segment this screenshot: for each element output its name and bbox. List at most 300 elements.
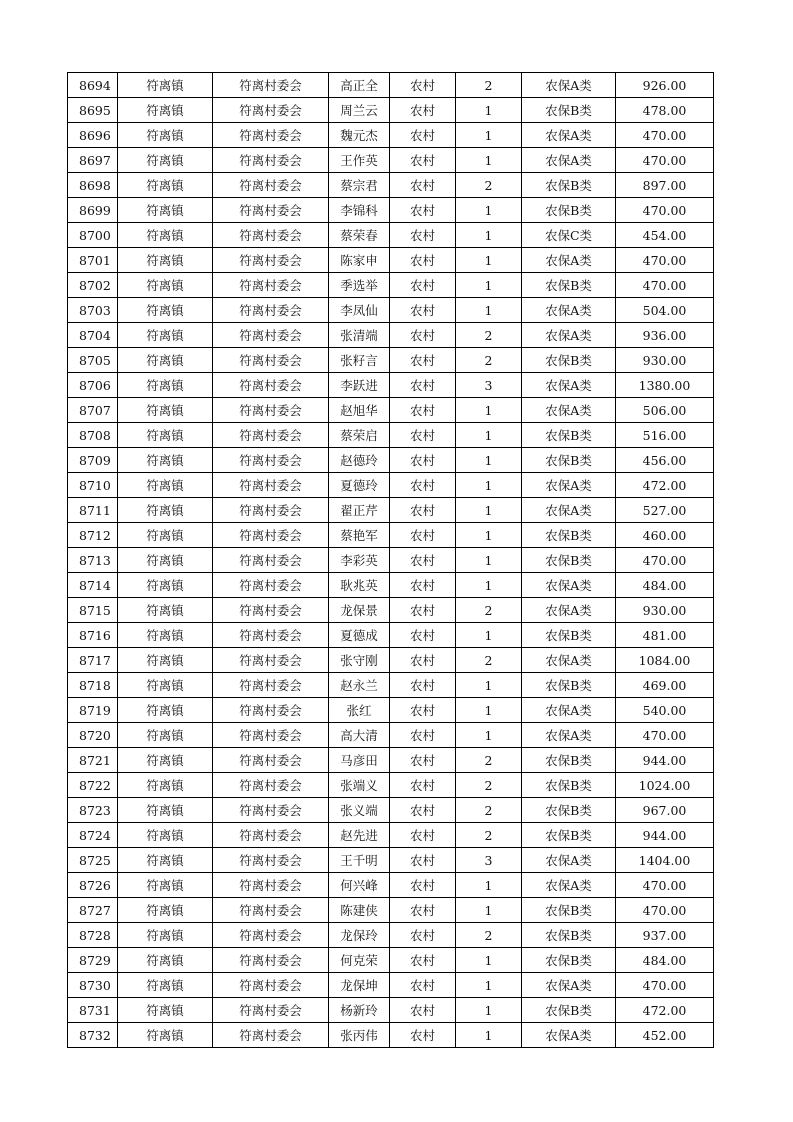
table-row (68, 648, 714, 673)
table-row (68, 748, 714, 773)
person-name-cell: 张清端 (329, 323, 390, 348)
row-id-cell: 8702 (68, 273, 118, 298)
household-count-cell: 2 (456, 73, 522, 98)
row-id-cell: 8708 (68, 423, 118, 448)
village-committee-cell: 符离村委会 (213, 348, 329, 373)
town-cell: 符离镇 (118, 473, 213, 498)
area-type-cell: 农村 (390, 173, 456, 198)
table-row (68, 998, 714, 1023)
area-type-cell: 农村 (390, 373, 456, 398)
row-id-cell: 8694 (68, 73, 118, 98)
amount-cell: 456.00 (616, 448, 714, 473)
town-cell: 符离镇 (118, 373, 213, 398)
table-row (68, 198, 714, 223)
row-id-cell: 8713 (68, 548, 118, 573)
area-type-cell: 农村 (390, 198, 456, 223)
amount-cell: 478.00 (616, 98, 714, 123)
table-row (68, 698, 714, 723)
insurance-category-cell: 农保A类 (522, 1023, 616, 1048)
insurance-category-cell: 农保A类 (522, 873, 616, 898)
village-committee-cell: 符离村委会 (213, 923, 329, 948)
area-type-cell: 农村 (390, 798, 456, 823)
row-id-cell: 8732 (68, 1023, 118, 1048)
town-cell: 符离镇 (118, 173, 213, 198)
area-type-cell: 农村 (390, 923, 456, 948)
amount-cell: 484.00 (616, 948, 714, 973)
person-name-cell: 张红 (329, 698, 390, 723)
household-count-cell: 1 (456, 723, 522, 748)
data-table (67, 72, 714, 1048)
table-row (68, 498, 714, 523)
insurance-category-cell: 农保A类 (522, 248, 616, 273)
row-id-cell: 8727 (68, 898, 118, 923)
area-type-cell: 农村 (390, 873, 456, 898)
table-row (68, 373, 714, 398)
person-name-cell: 陈家申 (329, 248, 390, 273)
insurance-category-cell: 农保B类 (522, 673, 616, 698)
village-committee-cell: 符离村委会 (213, 823, 329, 848)
insurance-category-cell: 农保A类 (522, 498, 616, 523)
amount-cell: 926.00 (616, 73, 714, 98)
village-committee-cell: 符离村委会 (213, 723, 329, 748)
person-name-cell: 蔡艳军 (329, 523, 390, 548)
amount-cell: 1084.00 (616, 648, 714, 673)
village-committee-cell: 符离村委会 (213, 523, 329, 548)
insurance-category-cell: 农保B类 (522, 523, 616, 548)
row-id-cell: 8717 (68, 648, 118, 673)
town-cell: 符离镇 (118, 398, 213, 423)
household-count-cell: 1 (456, 498, 522, 523)
village-committee-cell: 符离村委会 (213, 323, 329, 348)
town-cell: 符离镇 (118, 723, 213, 748)
person-name-cell: 王作英 (329, 148, 390, 173)
insurance-category-cell: 农保B类 (522, 823, 616, 848)
insurance-category-cell: 农保B类 (522, 923, 616, 948)
insurance-category-cell: 农保B类 (522, 173, 616, 198)
person-name-cell: 耿兆英 (329, 573, 390, 598)
town-cell: 符离镇 (118, 698, 213, 723)
household-count-cell: 1 (456, 548, 522, 573)
insurance-category-cell: 农保C类 (522, 223, 616, 248)
village-committee-cell: 符离村委会 (213, 223, 329, 248)
household-count-cell: 1 (456, 298, 522, 323)
amount-cell: 470.00 (616, 898, 714, 923)
village-committee-cell: 符离村委会 (213, 773, 329, 798)
row-id-cell: 8718 (68, 673, 118, 698)
household-count-cell: 3 (456, 848, 522, 873)
table-row (68, 1023, 714, 1048)
insurance-category-cell: 农保B类 (522, 198, 616, 223)
amount-cell: 454.00 (616, 223, 714, 248)
table-row (68, 773, 714, 798)
amount-cell: 504.00 (616, 298, 714, 323)
village-committee-cell: 符离村委会 (213, 973, 329, 998)
row-id-cell: 8705 (68, 348, 118, 373)
row-id-cell: 8700 (68, 223, 118, 248)
table-row (68, 598, 714, 623)
village-committee-cell: 符离村委会 (213, 148, 329, 173)
household-count-cell: 1 (456, 223, 522, 248)
row-id-cell: 8731 (68, 998, 118, 1023)
household-count-cell: 2 (456, 323, 522, 348)
household-count-cell: 1 (456, 573, 522, 598)
person-name-cell: 李跃进 (329, 373, 390, 398)
amount-cell: 484.00 (616, 573, 714, 598)
insurance-category-cell: 农保A类 (522, 398, 616, 423)
area-type-cell: 农村 (390, 298, 456, 323)
area-type-cell: 农村 (390, 248, 456, 273)
amount-cell: 1024.00 (616, 773, 714, 798)
village-committee-cell: 符离村委会 (213, 673, 329, 698)
insurance-category-cell: 农保A类 (522, 973, 616, 998)
table-row (68, 873, 714, 898)
area-type-cell: 农村 (390, 498, 456, 523)
town-cell: 符离镇 (118, 648, 213, 673)
insurance-category-cell: 农保A类 (522, 148, 616, 173)
amount-cell: 506.00 (616, 398, 714, 423)
row-id-cell: 8729 (68, 948, 118, 973)
amount-cell: 481.00 (616, 623, 714, 648)
person-name-cell: 蔡宗君 (329, 173, 390, 198)
table-row (68, 848, 714, 873)
amount-cell: 470.00 (616, 273, 714, 298)
amount-cell: 540.00 (616, 698, 714, 723)
row-id-cell: 8720 (68, 723, 118, 748)
person-name-cell: 张守刚 (329, 648, 390, 673)
row-id-cell: 8712 (68, 523, 118, 548)
area-type-cell: 农村 (390, 1023, 456, 1048)
town-cell: 符离镇 (118, 98, 213, 123)
insurance-category-cell: 农保A类 (522, 648, 616, 673)
town-cell: 符离镇 (118, 673, 213, 698)
town-cell: 符离镇 (118, 148, 213, 173)
row-id-cell: 8703 (68, 298, 118, 323)
table-row (68, 548, 714, 573)
table-row (68, 98, 714, 123)
person-name-cell: 蔡荣春 (329, 223, 390, 248)
table-row (68, 223, 714, 248)
person-name-cell: 龙保坤 (329, 973, 390, 998)
household-count-cell: 1 (456, 248, 522, 273)
household-count-cell: 1 (456, 273, 522, 298)
table-row (68, 323, 714, 348)
person-name-cell: 何兴峰 (329, 873, 390, 898)
row-id-cell: 8723 (68, 798, 118, 823)
insurance-category-cell: 农保A类 (522, 723, 616, 748)
area-type-cell: 农村 (390, 973, 456, 998)
amount-cell: 452.00 (616, 1023, 714, 1048)
area-type-cell: 农村 (390, 948, 456, 973)
area-type-cell: 农村 (390, 98, 456, 123)
household-count-cell: 1 (456, 998, 522, 1023)
area-type-cell: 农村 (390, 748, 456, 773)
area-type-cell: 农村 (390, 148, 456, 173)
town-cell: 符离镇 (118, 248, 213, 273)
table-body (68, 73, 714, 1048)
town-cell: 符离镇 (118, 848, 213, 873)
town-cell: 符离镇 (118, 623, 213, 648)
household-count-cell: 2 (456, 648, 522, 673)
village-committee-cell: 符离村委会 (213, 573, 329, 598)
household-count-cell: 1 (456, 948, 522, 973)
area-type-cell: 农村 (390, 848, 456, 873)
area-type-cell: 农村 (390, 773, 456, 798)
row-id-cell: 8707 (68, 398, 118, 423)
area-type-cell: 农村 (390, 223, 456, 248)
area-type-cell: 农村 (390, 423, 456, 448)
amount-cell: 936.00 (616, 323, 714, 348)
amount-cell: 470.00 (616, 873, 714, 898)
area-type-cell: 农村 (390, 623, 456, 648)
village-committee-cell: 符离村委会 (213, 748, 329, 773)
household-count-cell: 1 (456, 123, 522, 148)
village-committee-cell: 符离村委会 (213, 898, 329, 923)
person-name-cell: 李凤仙 (329, 298, 390, 323)
table-row (68, 623, 714, 648)
village-committee-cell: 符离村委会 (213, 873, 329, 898)
row-id-cell: 8724 (68, 823, 118, 848)
row-id-cell: 8715 (68, 598, 118, 623)
household-count-cell: 3 (456, 373, 522, 398)
row-id-cell: 8706 (68, 373, 118, 398)
village-committee-cell: 符离村委会 (213, 273, 329, 298)
area-type-cell: 农村 (390, 123, 456, 148)
insurance-category-cell: 农保B类 (522, 998, 616, 1023)
row-id-cell: 8709 (68, 448, 118, 473)
household-count-cell: 1 (456, 973, 522, 998)
area-type-cell: 农村 (390, 323, 456, 348)
town-cell: 符离镇 (118, 548, 213, 573)
town-cell: 符离镇 (118, 823, 213, 848)
row-id-cell: 8701 (68, 248, 118, 273)
area-type-cell: 农村 (390, 648, 456, 673)
household-count-cell: 1 (456, 398, 522, 423)
village-committee-cell: 符离村委会 (213, 998, 329, 1023)
household-count-cell: 1 (456, 623, 522, 648)
person-name-cell: 季选举 (329, 273, 390, 298)
town-cell: 符离镇 (118, 348, 213, 373)
village-committee-cell: 符离村委会 (213, 623, 329, 648)
insurance-category-cell: 农保B类 (522, 448, 616, 473)
amount-cell: 930.00 (616, 348, 714, 373)
table-row (68, 723, 714, 748)
person-name-cell: 王千明 (329, 848, 390, 873)
village-committee-cell: 符离村委会 (213, 473, 329, 498)
amount-cell: 470.00 (616, 248, 714, 273)
person-name-cell: 赵德玲 (329, 448, 390, 473)
village-committee-cell: 符离村委会 (213, 398, 329, 423)
household-count-cell: 1 (456, 473, 522, 498)
row-id-cell: 8698 (68, 173, 118, 198)
town-cell: 符离镇 (118, 998, 213, 1023)
person-name-cell: 张丙伟 (329, 1023, 390, 1048)
table-row (68, 973, 714, 998)
amount-cell: 472.00 (616, 473, 714, 498)
person-name-cell: 张端义 (329, 773, 390, 798)
area-type-cell: 农村 (390, 348, 456, 373)
person-name-cell: 赵旭华 (329, 398, 390, 423)
amount-cell: 470.00 (616, 973, 714, 998)
table-row (68, 123, 714, 148)
person-name-cell: 蔡荣启 (329, 423, 390, 448)
town-cell: 符离镇 (118, 498, 213, 523)
amount-cell: 470.00 (616, 723, 714, 748)
row-id-cell: 8699 (68, 198, 118, 223)
insurance-category-cell: 农保B类 (522, 773, 616, 798)
person-name-cell: 李锦科 (329, 198, 390, 223)
household-count-cell: 1 (456, 423, 522, 448)
person-name-cell: 李彩英 (329, 548, 390, 573)
household-count-cell: 1 (456, 198, 522, 223)
amount-cell: 1404.00 (616, 848, 714, 873)
insurance-category-cell: 农保B类 (522, 948, 616, 973)
town-cell: 符离镇 (118, 898, 213, 923)
person-name-cell: 马彦田 (329, 748, 390, 773)
insurance-category-cell: 农保B类 (522, 898, 616, 923)
area-type-cell: 农村 (390, 673, 456, 698)
row-id-cell: 8722 (68, 773, 118, 798)
area-type-cell: 农村 (390, 548, 456, 573)
town-cell: 符离镇 (118, 948, 213, 973)
town-cell: 符离镇 (118, 123, 213, 148)
area-type-cell: 农村 (390, 998, 456, 1023)
area-type-cell: 农村 (390, 398, 456, 423)
area-type-cell: 农村 (390, 448, 456, 473)
town-cell: 符离镇 (118, 598, 213, 623)
insurance-category-cell: 农保B类 (522, 98, 616, 123)
town-cell: 符离镇 (118, 748, 213, 773)
area-type-cell: 农村 (390, 823, 456, 848)
village-committee-cell: 符离村委会 (213, 698, 329, 723)
insurance-category-cell: 农保B类 (522, 623, 616, 648)
town-cell: 符离镇 (118, 798, 213, 823)
household-count-cell: 1 (456, 98, 522, 123)
amount-cell: 469.00 (616, 673, 714, 698)
table-row (68, 148, 714, 173)
town-cell: 符离镇 (118, 323, 213, 348)
table-row (68, 423, 714, 448)
area-type-cell: 农村 (390, 473, 456, 498)
person-name-cell: 翟正芹 (329, 498, 390, 523)
row-id-cell: 8704 (68, 323, 118, 348)
town-cell: 符离镇 (118, 773, 213, 798)
amount-cell: 937.00 (616, 923, 714, 948)
insurance-category-cell: 农保A类 (522, 298, 616, 323)
insurance-category-cell: 农保A类 (522, 573, 616, 598)
table-row (68, 523, 714, 548)
insurance-category-cell: 农保A类 (522, 323, 616, 348)
household-count-cell: 2 (456, 823, 522, 848)
village-committee-cell: 符离村委会 (213, 98, 329, 123)
row-id-cell: 8726 (68, 873, 118, 898)
amount-cell: 967.00 (616, 798, 714, 823)
town-cell: 符离镇 (118, 573, 213, 598)
amount-cell: 1380.00 (616, 373, 714, 398)
amount-cell: 516.00 (616, 423, 714, 448)
person-name-cell: 周兰云 (329, 98, 390, 123)
village-committee-cell: 符离村委会 (213, 498, 329, 523)
household-count-cell: 1 (456, 898, 522, 923)
person-name-cell: 龙保玲 (329, 923, 390, 948)
row-id-cell: 8695 (68, 98, 118, 123)
village-committee-cell: 符离村委会 (213, 598, 329, 623)
row-id-cell: 8711 (68, 498, 118, 523)
household-count-cell: 2 (456, 798, 522, 823)
table-row (68, 298, 714, 323)
town-cell: 符离镇 (118, 423, 213, 448)
household-count-cell: 2 (456, 923, 522, 948)
table-row (68, 348, 714, 373)
village-committee-cell: 符离村委会 (213, 448, 329, 473)
table-row (68, 798, 714, 823)
amount-cell: 460.00 (616, 523, 714, 548)
village-committee-cell: 符离村委会 (213, 648, 329, 673)
village-committee-cell: 符离村委会 (213, 173, 329, 198)
household-count-cell: 1 (456, 673, 522, 698)
amount-cell: 470.00 (616, 123, 714, 148)
amount-cell: 470.00 (616, 148, 714, 173)
amount-cell: 470.00 (616, 548, 714, 573)
town-cell: 符离镇 (118, 448, 213, 473)
person-name-cell: 张籽言 (329, 348, 390, 373)
row-id-cell: 8714 (68, 573, 118, 598)
town-cell: 符离镇 (118, 923, 213, 948)
person-name-cell: 龙保景 (329, 598, 390, 623)
area-type-cell: 农村 (390, 523, 456, 548)
village-committee-cell: 符离村委会 (213, 73, 329, 98)
household-count-cell: 1 (456, 1023, 522, 1048)
table-row (68, 398, 714, 423)
insurance-category-cell: 农保A类 (522, 473, 616, 498)
insurance-category-cell: 农保A类 (522, 123, 616, 148)
insurance-category-cell: 农保B类 (522, 798, 616, 823)
area-type-cell: 农村 (390, 573, 456, 598)
table-row (68, 823, 714, 848)
town-cell: 符离镇 (118, 298, 213, 323)
insurance-category-cell: 农保B类 (522, 273, 616, 298)
table-row (68, 273, 714, 298)
area-type-cell: 农村 (390, 73, 456, 98)
table-row (68, 923, 714, 948)
insurance-category-cell: 农保B类 (522, 748, 616, 773)
table-row (68, 473, 714, 498)
person-name-cell: 杨新玲 (329, 998, 390, 1023)
village-committee-cell: 符离村委会 (213, 123, 329, 148)
household-count-cell: 2 (456, 748, 522, 773)
area-type-cell: 农村 (390, 273, 456, 298)
insurance-category-cell: 农保A类 (522, 698, 616, 723)
row-id-cell: 8725 (68, 848, 118, 873)
row-id-cell: 8728 (68, 923, 118, 948)
town-cell: 符离镇 (118, 223, 213, 248)
person-name-cell: 陈建侠 (329, 898, 390, 923)
household-count-cell: 1 (456, 523, 522, 548)
amount-cell: 897.00 (616, 173, 714, 198)
insurance-category-cell: 农保A类 (522, 598, 616, 623)
person-name-cell: 赵先进 (329, 823, 390, 848)
household-count-cell: 1 (456, 448, 522, 473)
amount-cell: 944.00 (616, 823, 714, 848)
row-id-cell: 8697 (68, 148, 118, 173)
village-committee-cell: 符离村委会 (213, 298, 329, 323)
amount-cell: 944.00 (616, 748, 714, 773)
town-cell: 符离镇 (118, 73, 213, 98)
household-count-cell: 1 (456, 698, 522, 723)
amount-cell: 470.00 (616, 198, 714, 223)
household-count-cell: 1 (456, 148, 522, 173)
area-type-cell: 农村 (390, 698, 456, 723)
household-count-cell: 2 (456, 348, 522, 373)
